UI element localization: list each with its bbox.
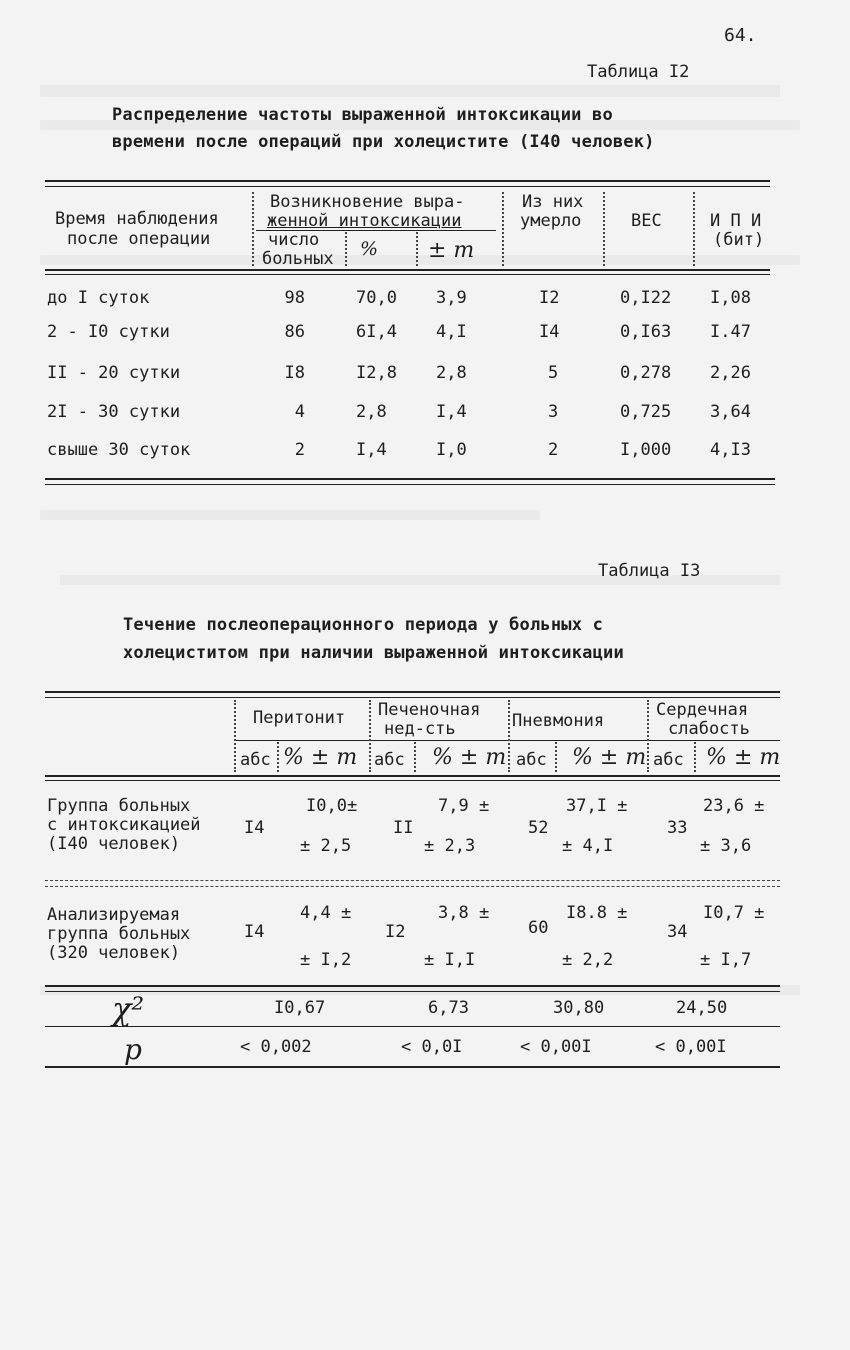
t13-g2-name-l2: группа больных [47,924,191,944]
t12-h-ipi-l2: (бит) [713,230,765,250]
t13-h-liver-l2: нед-сть [384,719,456,739]
table13-bottom-rule [45,1066,780,1068]
t12-h-percent: % [360,238,379,260]
table12-bottom-rule-1 [45,478,775,480]
t13-g2-heart-abs: 34 [667,922,688,942]
t12-count: 98 [284,288,305,308]
t12-h-bec: ВЕС [631,211,662,231]
t12-died: 2 [548,440,559,460]
t13-chi2-pneumonia: 30,80 [553,998,605,1018]
t13-chi2-heart: 24,50 [676,998,728,1018]
t13-g1-name-l3: (I40 человек) [47,834,181,854]
t12-period: свыше 30 суток [47,440,191,460]
t13-g1-name-l1: Группа больных [47,796,191,816]
t12-ipi: 4,I3 [710,440,751,460]
t13-h-pctm-4: % ± m [706,745,781,770]
t12-sep-4 [502,192,504,266]
t13-g2-peritonitis-pct: 4,4 ± [300,903,352,923]
t12-period: 2 - I0 сутки [47,322,170,342]
t13-g2-heart-m: ± I,7 [700,950,752,970]
t13-h-liver-l1: Печеночная [378,700,481,720]
t13-p-pneumonia: < 0,00I [520,1037,592,1057]
table12-header-rule-1 [45,269,770,271]
t12-h-ipi-l1: И П И [710,211,762,231]
t13-g2-heart-pct: I0,7 ± [703,903,765,923]
t12-percent: 6I,4 [356,322,397,342]
t13-g1-pneumonia-abs: 52 [528,818,549,838]
table13-title-line1: Течение послеоперационного периода у больных с [123,615,604,635]
t12-ipi: 3,64 [710,402,751,422]
t13-h-pctm-1: % ± m [283,745,358,770]
t13-sep-2 [277,742,279,772]
table13-top-rule-1 [45,691,780,693]
t13-g1-heart-m: ± 3,6 [700,836,752,856]
t12-h-col1-l1: Время наблюдения [55,209,219,229]
t12-bec: I,000 [620,440,672,460]
t12-ipi: I.47 [710,322,751,342]
t13-sep-6 [555,742,557,772]
table12-top-rule-1 [45,180,770,182]
t13-p-heart: < 0,00I [655,1037,727,1057]
t13-h-peritonitis: Перитонит [253,708,346,728]
table12-top-rule-2 [45,186,770,187]
t13-chi2-label: χ² [112,990,145,1028]
t13-sep-7 [647,700,649,772]
t13-g2-pneumonia-m: ± 2,2 [562,950,614,970]
t12-percent: I,4 [356,440,387,460]
t12-count: 86 [284,322,305,342]
t12-group-underline [256,230,496,231]
t12-bec: 0,278 [620,363,672,383]
t12-count: 4 [294,402,305,422]
t13-sep-4 [414,742,416,772]
t12-period: 2I - 30 сутки [47,402,181,422]
table12-header-rule-2 [45,274,770,275]
t12-percent: I2,8 [356,363,397,383]
t12-h-count-l1: число [268,230,320,250]
t13-sep-3 [369,700,371,772]
t13-p-peritonitis: < 0,002 [240,1037,312,1057]
table12-title-line2: времени после операций при холецистите (I40 человек) [112,132,655,152]
t12-died: I4 [539,322,560,342]
t12-period: II - 20 сутки [47,363,181,383]
t13-g1-liver-abs: II [393,818,414,838]
t13-stats-rule-2 [45,991,780,992]
t12-percent: 70,0 [356,288,397,308]
t13-g2-liver-abs: I2 [385,922,406,942]
t13-sep-1 [234,700,236,772]
t13-g2-peritonitis-abs: I4 [244,922,265,942]
t13-sep-8 [694,742,696,772]
t12-h-group-l2: женной интоксикации [267,211,462,231]
table13-top-rule-2 [45,697,780,698]
t12-m: 3,9 [436,288,467,308]
t12-bec: 0,I22 [620,288,672,308]
t13-stats-rule-3 [45,1026,780,1027]
table13-label: Таблица I3 [598,561,701,581]
t13-g2-pneumonia-pct: I8.8 ± [566,903,628,923]
t12-h-col1-l2: после операции [67,229,211,249]
t12-m: 2,8 [436,363,467,383]
t13-g2-peritonitis-m: ± I,2 [300,950,352,970]
t13-g1-pneumonia-pct: 37,I ± [566,796,628,816]
t13-g2-name-l1: Анализируемая [47,905,181,925]
t12-h-died-l2: умерло [520,211,582,231]
t12-m: I,4 [436,402,467,422]
t12-sep-2 [345,232,347,266]
t12-h-count-l2: больных [262,249,334,269]
t13-h-heart-l2: слабость [668,719,750,739]
page-number: 64. [724,25,757,46]
t12-h-group-l1: Возникновение выра- [270,192,465,212]
t13-h-abs-3: абс [516,750,547,770]
table13-title-line2: холециститом при наличии выраженной интоксикации [123,643,624,663]
t12-sep-3 [416,232,418,266]
t13-g2-pneumonia-abs: 60 [528,918,549,938]
t13-h-pctm-3: % ± m [572,745,647,770]
table12-title-line1: Распределение частоты выраженной интоксикации во [112,105,613,125]
t13-stats-rule-1 [45,985,780,987]
t13-g1-heart-pct: 23,6 ± [703,796,765,816]
t13-chi2-liver: 6,73 [428,998,469,1018]
t12-bec: 0,I63 [620,322,672,342]
t12-sep-5 [603,192,605,266]
t13-g1-liver-m: ± 2,3 [424,836,476,856]
t12-period: до I суток [47,288,150,308]
t13-g2-liver-m: ± I,I [424,950,476,970]
t13-chi2-peritonitis: I0,67 [274,998,326,1018]
t12-died: I2 [539,288,560,308]
t12-died: 3 [548,402,559,422]
t13-group-divider-1 [45,880,780,881]
t13-h-pctm-2: % ± m [432,745,507,770]
table13-header-rule-1 [45,775,780,777]
t13-h-pneumonia: Пневмония [512,711,605,731]
t12-m: 4,I [436,322,467,342]
t12-ipi: 2,26 [710,363,751,383]
t12-h-pm-m: ± m [428,238,475,263]
t12-percent: 2,8 [356,402,387,422]
t13-g1-peritonitis-m: ± 2,5 [300,836,352,856]
t13-g1-liver-pct: 7,9 ± [438,796,490,816]
t12-sep-1 [252,192,254,266]
t13-g2-liver-pct: 3,8 ± [438,903,490,923]
t13-group-divider-2 [45,886,780,887]
t12-count: I8 [284,363,305,383]
t12-h-died-l1: Из них [522,192,584,212]
t12-count: 2 [294,440,305,460]
t13-g1-pneumonia-m: ± 4,I [562,836,614,856]
t13-p-liver: < 0,0I [401,1037,463,1057]
t13-h-abs-2: абс [374,750,405,770]
t13-sep-5 [508,700,510,772]
t13-g1-heart-abs: 33 [667,818,688,838]
t12-ipi: I,08 [710,288,751,308]
t13-g1-peritonitis-abs: I4 [244,818,265,838]
table12-bottom-rule-2 [45,484,775,485]
table12-label: Таблица I2 [587,62,690,82]
t13-g1-peritonitis-pct: I0,0± [306,796,358,816]
t13-h-heart-l1: Сердечная [656,700,749,720]
t12-died: 5 [548,363,559,383]
t12-bec: 0,725 [620,402,672,422]
t13-h-abs-4: абс [653,750,684,770]
t13-g2-name-l3: (320 человек) [47,943,181,963]
t13-h-abs-1: абс [240,750,271,770]
table13-header-rule-2 [45,780,780,781]
t12-m: I,0 [436,440,467,460]
t13-p-label: p [124,1033,142,1066]
t12-sep-6 [693,192,695,266]
t13-g1-name-l2: с интоксикацией [47,815,201,835]
